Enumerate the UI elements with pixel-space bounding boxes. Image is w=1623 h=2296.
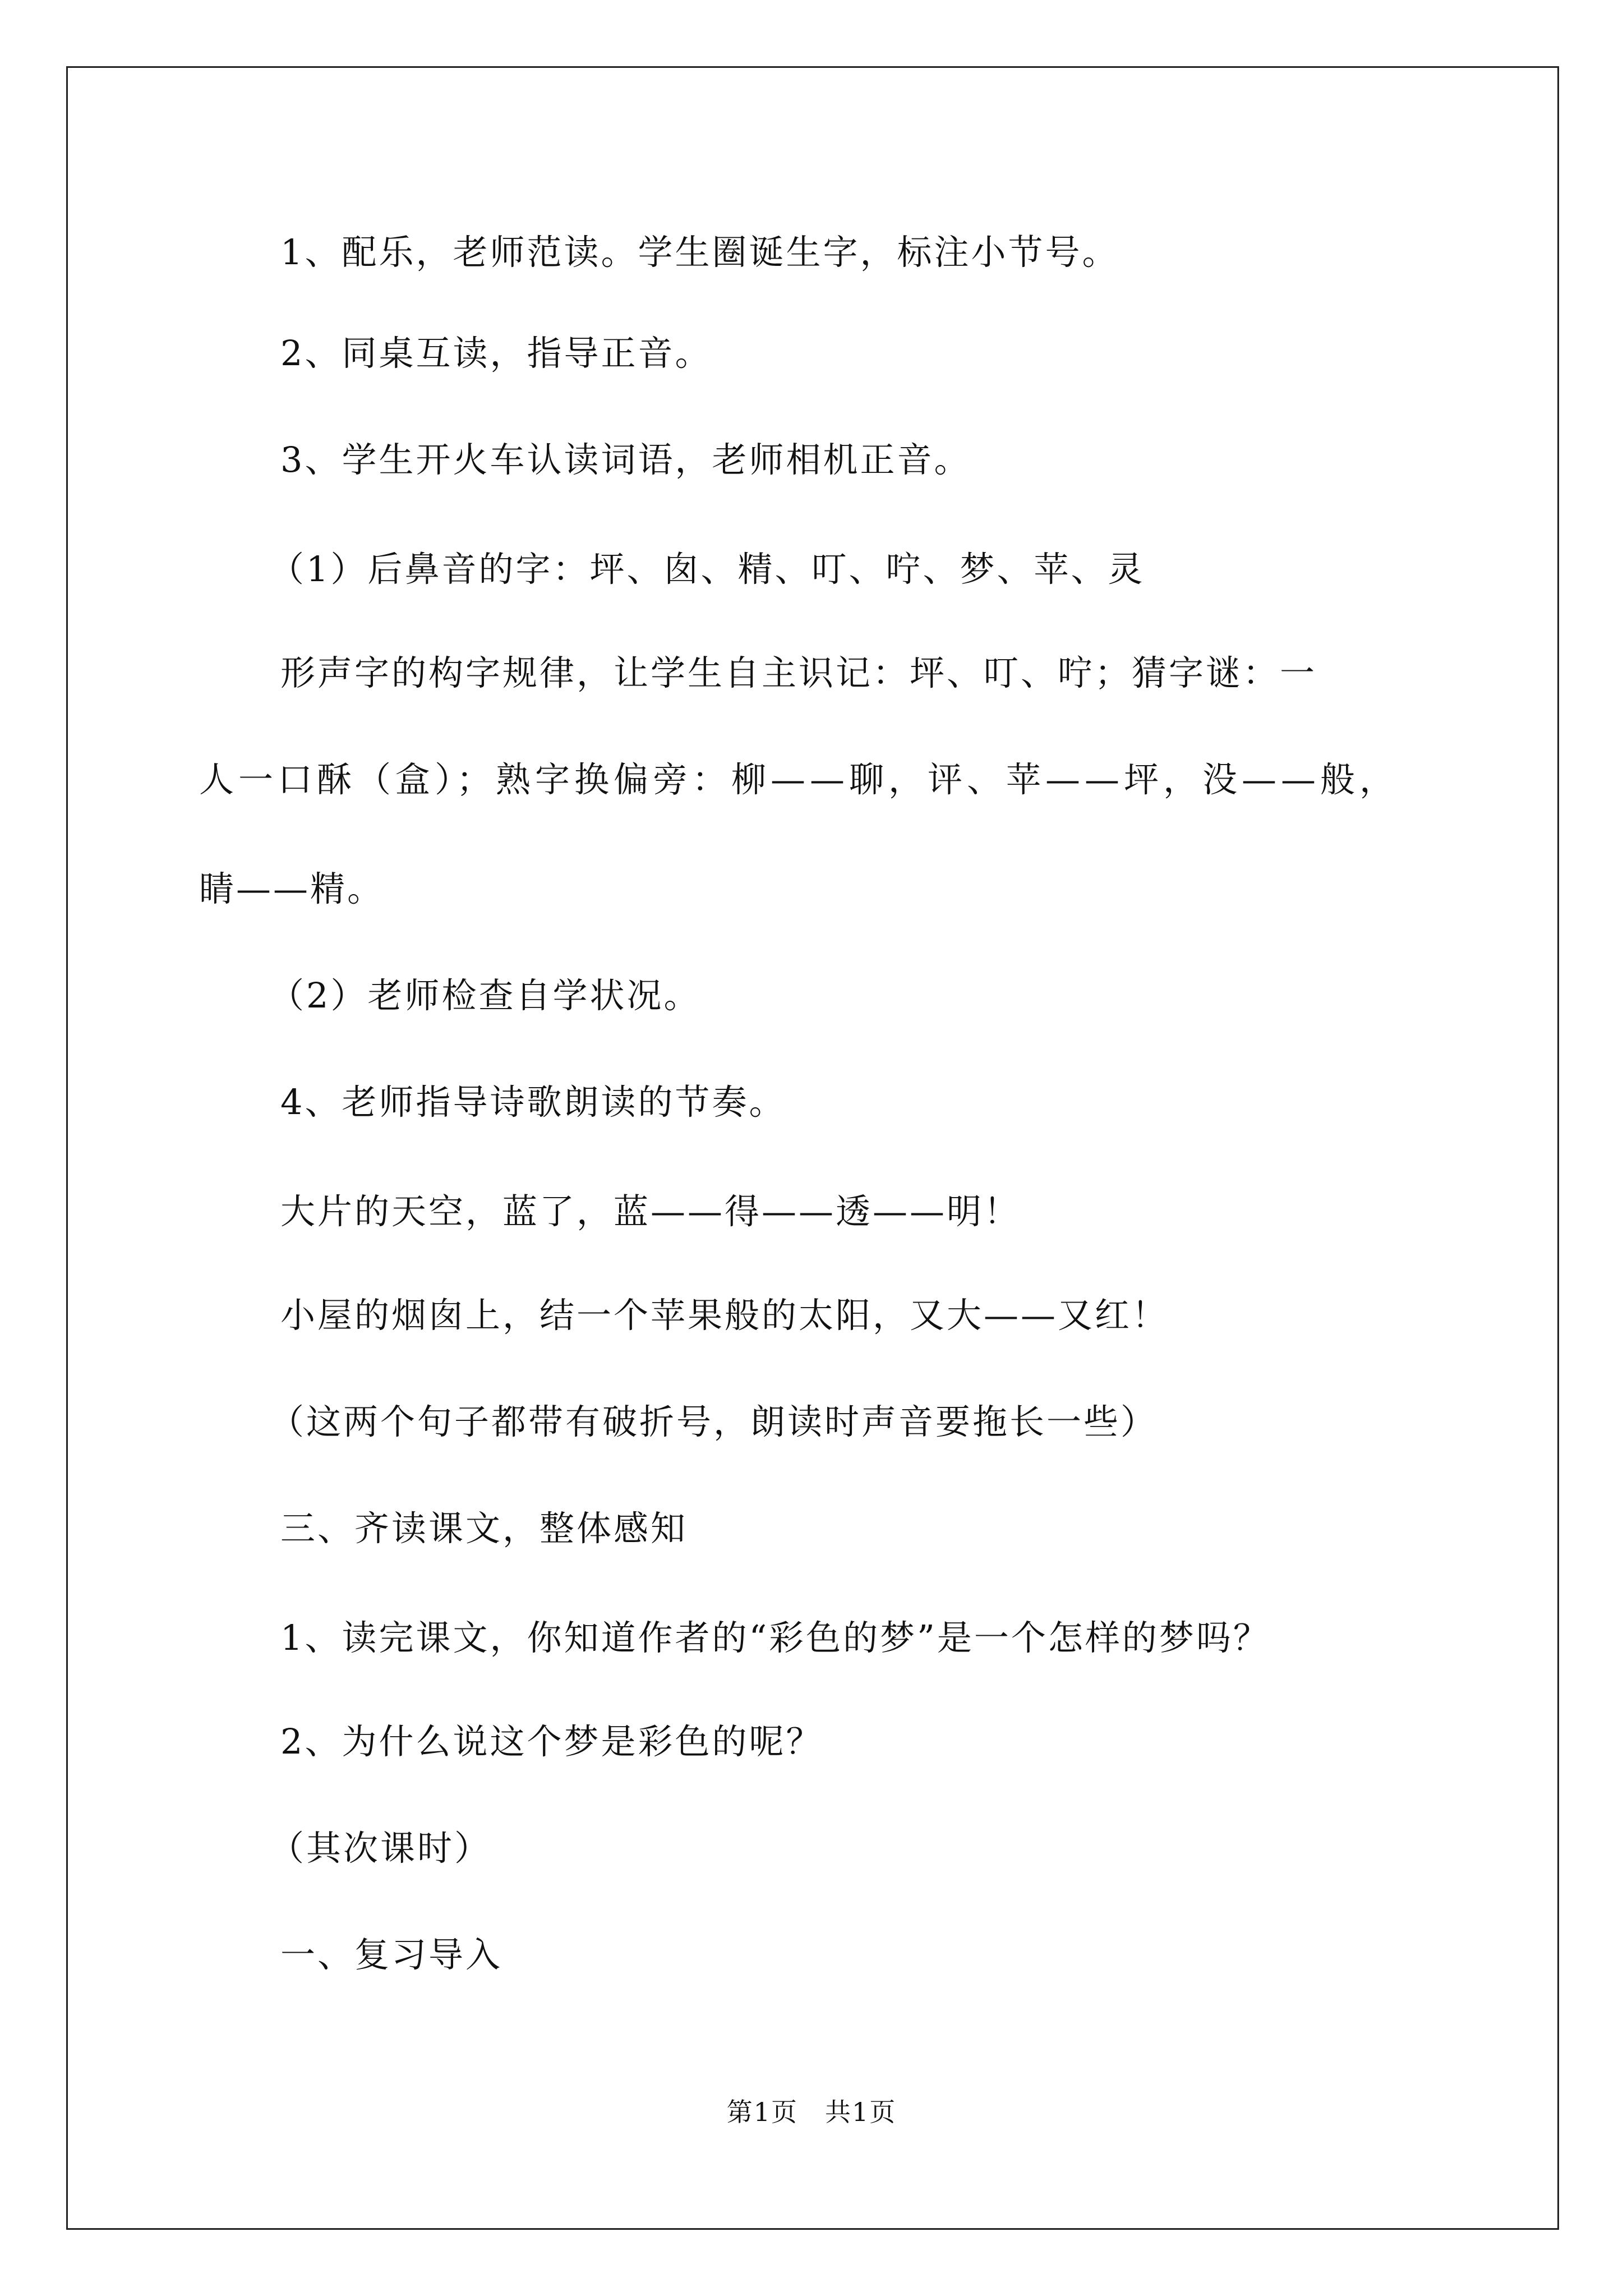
text-line-6: 人一口酥（盒）；熟字换偏旁：柳——聊，评、苹——坪，没——般， [199,759,1399,800]
page-footer: 第1页 共1页 [726,2097,897,2127]
text-line-5: 形声字的构字规律，让学生自主识记：坪、叮、咛；猜字谜：一 [280,652,1317,693]
text-line-2: 2、同桌互读，指导正音。 [280,333,712,374]
text-line-9: 4、老师指导诗歌朗读的节奏。 [280,1082,786,1122]
text-line-12: （这两个句子都带有破折号，朗读时声音要拖长一些） [269,1401,1158,1442]
text-line-3: 3、学生开火车认读词语，老师相机正音。 [280,439,971,480]
text-line-14: 1、读完课文，你知道作者的“彩色的梦”是一个怎样的梦吗？ [280,1617,1270,1658]
text-line-17: 一、复习导入 [280,1934,503,1975]
text-line-4: （1）后鼻音的字：坪、囱、精、叮、咛、梦、苹、灵 [269,549,1145,590]
text-line-15: 2、为什么说这个梦是彩色的呢？ [280,1721,823,1762]
page-border [66,66,1559,2230]
text-line-1: 1、配乐，老师范读。学生圈诞生字，标注小节号。 [280,232,1119,273]
text-line-11: 小屋的烟囱上，结一个苹果般的太阳，又大——又红！ [280,1295,1169,1336]
text-line-10: 大片的天空，蓝了，蓝——得——透——明！ [280,1191,1021,1232]
text-line-8: （2）老师检查自学状况。 [269,975,701,1016]
text-line-16: （其次课时） [269,1828,492,1869]
text-line-13: 三、齐读课文，整体感知 [280,1508,688,1549]
text-line-7: 睛——精。 [199,868,385,909]
